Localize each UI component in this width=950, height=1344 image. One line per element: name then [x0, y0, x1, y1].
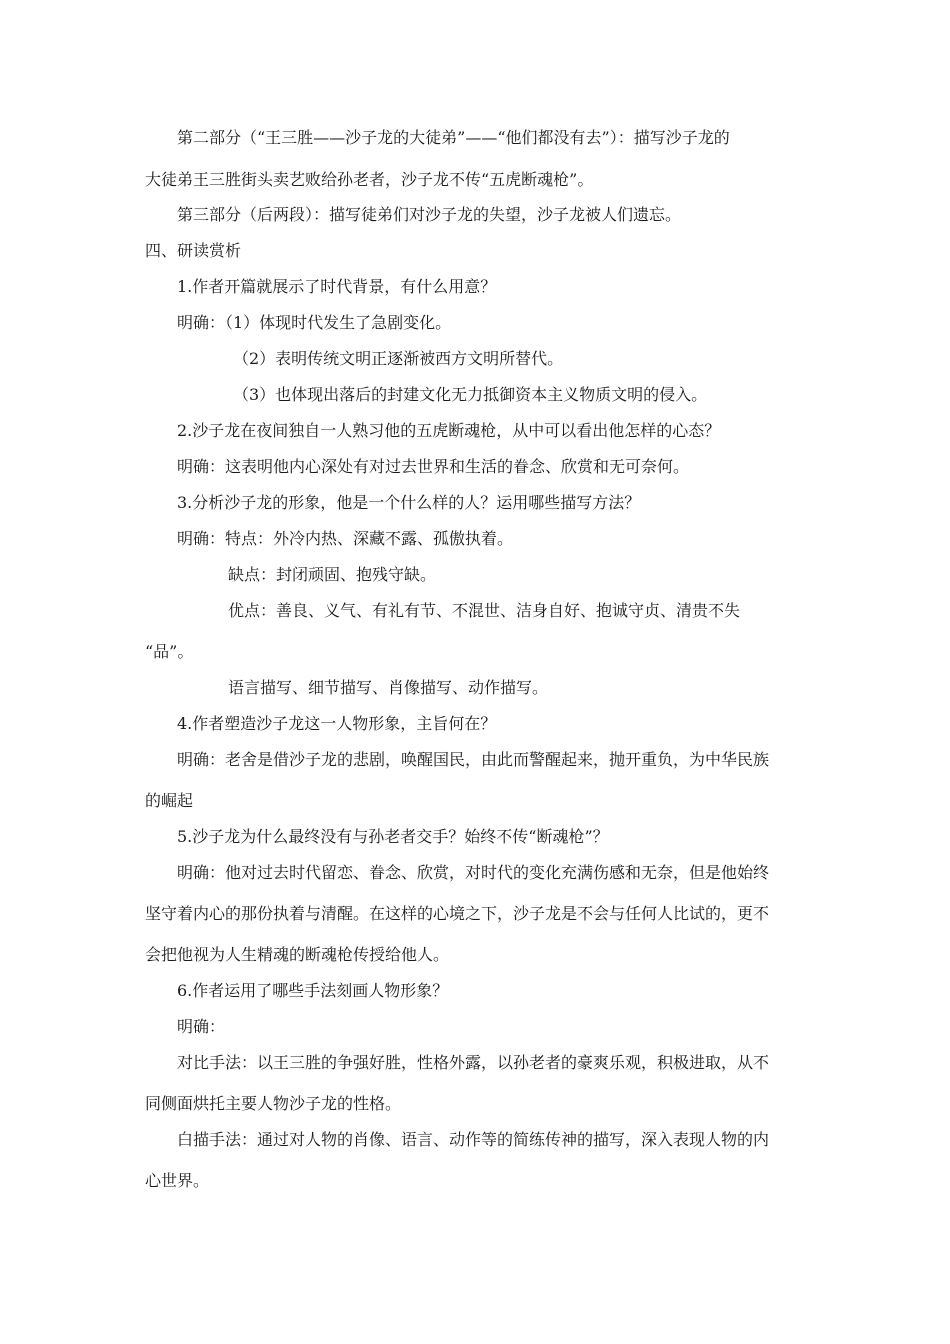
- answer-3-strengths: 优点：善良、义气、有礼有节、不混世、洁身自好、抱诚守贞、清贵不失: [228, 601, 741, 620]
- answer-6-sketch-cont: 心世界。: [145, 1171, 210, 1190]
- paragraph-part2-cont: 大徒弟王三胜街头卖艺败给孙老者，沙子龙不传“五虎断魂枪”。: [145, 170, 594, 189]
- paragraph-part2: 第二部分（“王三胜——沙子龙的大徒弟”——“他们都没有去”）：描写沙子龙的: [177, 128, 730, 147]
- answer-3-weaknesses: 缺点：封闭顽固、抱残守缺。: [228, 565, 437, 584]
- answer-6-label: 明确：: [177, 1017, 226, 1036]
- answer-4-cont: 的崛起: [145, 791, 194, 810]
- question-1: 1.作者开篇就展示了时代背景，有什么用意？: [177, 277, 497, 296]
- answer-2: 明确：这表明他内心深处有对过去世界和生活的眷念、欣赏和无可奈何。: [177, 457, 690, 476]
- answer-6-sketch: 白描手法：通过对人物的肖像、语言、动作等的简练传神的描写，深入表现人物的内: [177, 1130, 770, 1149]
- answer-6-contrast-cont: 同侧面烘托主要人物沙子龙的性格。: [145, 1094, 402, 1113]
- question-4: 4.作者塑造沙子龙这一人物形象，主旨何在？: [177, 714, 497, 733]
- answer-3-traits: 明确：特点：外冷内热、深藏不露、孤傲执着。: [177, 529, 514, 548]
- answer-5: 明确：他对过去时代留恋、眷念、欣赏，对时代的变化充满伤感和无奈，但是他始终: [177, 863, 770, 882]
- answer-1-item-3: （3）也体现出落后的封建文化无力抵御资本主义物质文明的侵入。: [233, 385, 708, 404]
- answer-4: 明确：老舍是借沙子龙的悲剧，唤醒国民，由此而警醒起来，抛开重负，为中华民族: [177, 750, 770, 769]
- question-5: 5.沙子龙为什么最终没有与孙老者交手？始终不传“断魂枪”？: [177, 827, 609, 846]
- section-heading-analysis: 四、研读赏析: [145, 241, 242, 260]
- answer-1-item-2: （2）表明传统文明正逐渐被西方文明所替代。: [233, 349, 564, 368]
- answer-3-strengths-cont: “品”。: [145, 642, 194, 661]
- answer-5-cont-1: 坚守着内心的那份执着与清醒。在这样的心境之下，沙子龙是不会与任何人比试的，更不: [145, 904, 770, 923]
- answer-1-item-1: 明确：（1）体现时代发生了急剧变化。: [177, 313, 452, 332]
- paragraph-part3: 第三部分（后两段）：描写徒弟们对沙子龙的失望，沙子龙被人们遗忘。: [177, 205, 682, 224]
- answer-6-contrast: 对比手法：以王三胜的争强好胜，性格外露，以孙老者的豪爽乐观，积极进取，从不: [177, 1053, 770, 1072]
- answer-5-cont-2: 会把他视为人生精魂的断魂枪传授给他人。: [145, 945, 450, 964]
- question-6: 6.作者运用了哪些手法刻画人物形象？: [177, 981, 449, 1000]
- question-2: 2.沙子龙在夜间独自一人熟习他的五虎断魂枪，从中可以看出他怎样的心态？: [177, 421, 721, 440]
- answer-3-methods: 语言描写、细节描写、肖像描写、动作描写。: [228, 678, 549, 697]
- question-3: 3.分析沙子龙的形象，他是一个什么样的人？运用哪些描写方法？: [177, 493, 641, 512]
